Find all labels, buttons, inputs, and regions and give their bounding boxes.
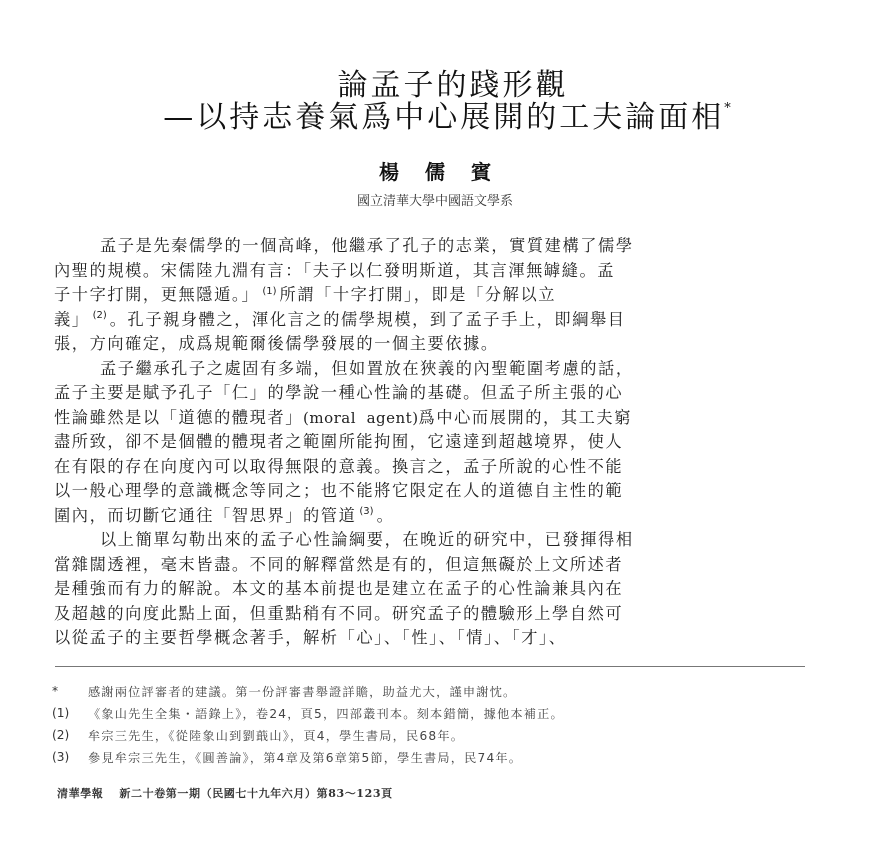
- article-subtitle: —以持志養氣爲中心展開的工夫論面相: [163, 100, 725, 135]
- footnote-marker: (3): [52, 750, 70, 764]
- body-line: [54, 504, 814, 529]
- latin-term: (moral agent): [303, 408, 419, 427]
- footnote-text: 感謝兩位評審者的建議。第一份評審書舉證詳贍，助益尤大，謹申謝忱。: [88, 684, 517, 699]
- footnote-text: 牟宗三先生，《從陸象山到劉蕺山》，頁4，學生書局，民68年。: [88, 728, 465, 743]
- body-line: [54, 308, 814, 333]
- body-line: 以上簡單勾勒出來的孟子心性論綱要，在晚近的研究中，已發揮得相: [100, 530, 634, 549]
- body-line: 是種強而有力的解說。本文的基本前提也是建立在孟子的心性論兼具內在: [54, 579, 624, 598]
- footnote-reference[interactable]: (1): [262, 285, 277, 297]
- body-text-segment: 子十字打開，更無隱遁。」: [54, 285, 260, 304]
- body-line: 張，方向確定，成爲規範爾後儒學發展的一個主要依據。: [54, 334, 499, 353]
- article-title-line-1: 論孟子的踐形觀: [337, 68, 569, 103]
- author-name: 楊儒賓: [379, 160, 517, 184]
- journal-name: 清華學報: [57, 787, 104, 800]
- footnote-reference[interactable]: (3): [359, 506, 374, 518]
- footnotes: [52, 680, 832, 768]
- body-text-segment: 爲中心而展開的，其工夫窮: [418, 407, 632, 427]
- body-text-segment: 圍內，而切斷它通往「智思界」的管道: [54, 505, 357, 525]
- body-line: 及超越的向度此點上面，但重點稍有不同。研究孟子的體驗形上學自然可: [54, 603, 624, 623]
- body-line: 以一般心理學的意識概念等同之；也不能將它限定在人的道德自主性的範: [54, 481, 624, 500]
- body-line: 盡所致，卻不是個體的體現者之範圍所能拘囿，它遠達到超越境界，使人: [54, 432, 624, 451]
- body-text-segment: 。孔子親身體之，渾化言之的儒學規模，到了孟子手上，即綱舉目: [109, 309, 626, 329]
- footnote-text: 《象山先生全集・語錄上》，卷24，頁5，四部叢刊本。刻本錯簡，據他本補正。: [88, 706, 564, 721]
- footnote-item: [52, 680, 832, 702]
- body-paragraph: [54, 234, 814, 357]
- footnote-item: [52, 702, 832, 724]
- body-line: [54, 283, 814, 308]
- body-paragraph: [54, 357, 814, 529]
- body-line: 孟子繼承孔子之處固有多端，但如置放在狹義的內聖範圍考慮的話，: [100, 358, 634, 378]
- body-line: 在有限的存在向度內可以取得無限的意義。換言之，孟子所說的心性不能: [54, 456, 624, 476]
- body-text-segment: 義」: [54, 309, 90, 329]
- author-affiliation: 國立清華大學中國語文學系: [356, 194, 513, 209]
- body-text-segment: 。: [376, 505, 395, 525]
- journal-issue-pages: 新二十卷第一期（民國七十九年六月）第83～123頁: [119, 787, 393, 800]
- body-line: 內聖的規模。宋儒陸九淵有言：「夫子以仁發明斯道，其言渾無罅縫。孟: [54, 260, 616, 280]
- footnote-item: [52, 724, 832, 746]
- footnote-text: 參見牟宗三先生，《圓善論》，第4章及第6章第5節，學生書局，民74年。: [88, 750, 523, 765]
- body-line: [54, 406, 814, 431]
- body-line: 孟子是先秦儒學的一個高峰，他繼承了孔子的志業，實質建構了儒學: [100, 236, 634, 255]
- footnote-marker: *: [52, 684, 59, 698]
- body-text-segment: 所謂「十字打開」，即是「分解以立: [279, 285, 557, 304]
- footnote-marker: (1): [52, 706, 70, 720]
- article-body: [54, 234, 814, 651]
- footnote-marker: (2): [52, 728, 70, 742]
- body-line: 當雜闊透裡，毫末皆盡。不同的解釋當然是有的，但這無礙於上文所述者: [54, 554, 624, 574]
- body-line: 以從孟子的主要哲學概念著手，解析「心」、「性」、「情」、「才」、: [54, 628, 567, 647]
- body-paragraph: [54, 528, 814, 651]
- title-footnote-marker[interactable]: *: [724, 101, 731, 116]
- footnote-separator: [55, 666, 805, 667]
- body-text-segment: 性論雖然是以「道德的體現者」: [54, 407, 304, 427]
- footnote-reference[interactable]: (2): [92, 310, 107, 322]
- body-line: 孟子主要是賦予孔子「仁」的學說一種心性論的基礎。但孟子所主張的心: [54, 383, 624, 402]
- article-title-line-2: [12, 92, 870, 136]
- footnote-item: [52, 746, 832, 768]
- journal-footer: [57, 785, 393, 801]
